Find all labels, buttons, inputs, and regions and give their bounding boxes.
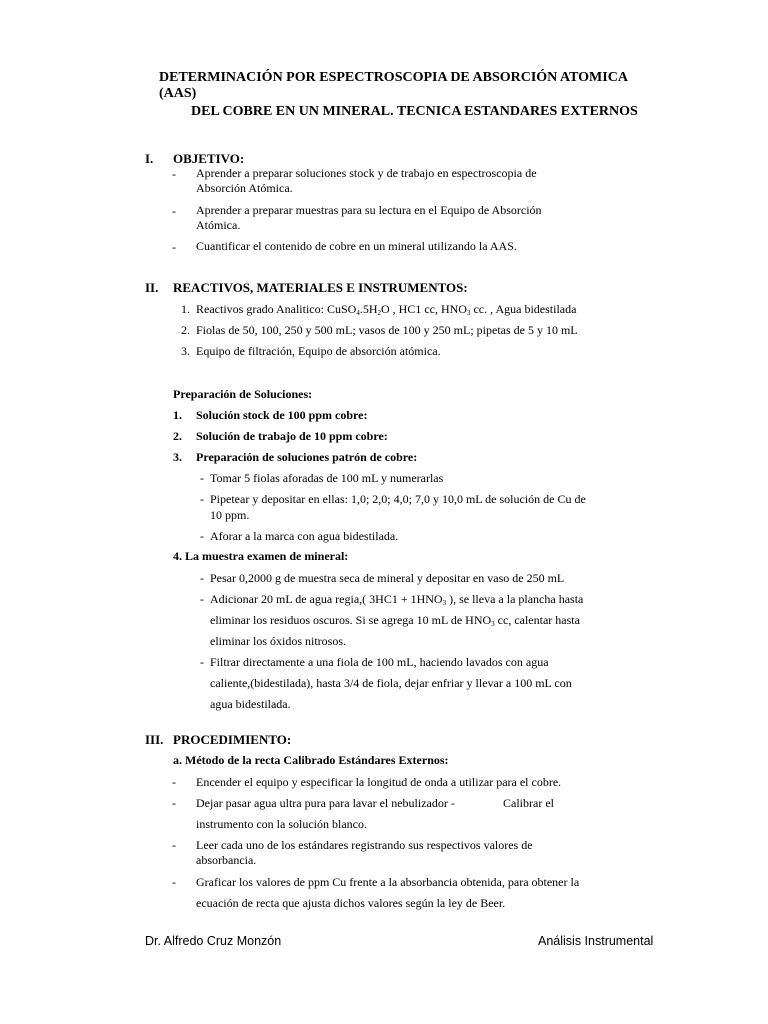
procedure-subheading: a. Método de la recta Calibrado Estándares Externos: bbox=[173, 753, 449, 767]
list-bullet: - bbox=[200, 592, 204, 606]
prep-step-number: 3. bbox=[173, 450, 182, 464]
list-bullet: - bbox=[172, 204, 176, 218]
reactive-list-item-1: Reactivos grado Analitico: $CuSO_4.5H_2O$ , HC1 cc, $HNO_3$ cc. , Agua bidestilada bbox=[196, 302, 577, 317]
objective-1-line1: Aprender a preparar soluciones stock y de trabajo en espectroscopia de bbox=[196, 166, 537, 180]
muestra-item-2-line2: eliminar los residuos oscuros. Si se agrega 10 mL de $HNO_3$ cc, calentar hasta bbox=[210, 613, 580, 628]
reactive-list-item-3: Equipo de filtración, Equipo de absorción atómica. bbox=[196, 344, 441, 358]
procedure-item-4-line2: ecuación de recta que ajusta dichos valores según la ley de Beer. bbox=[196, 896, 506, 910]
procedure-item-2-line1: Dejar pasar agua ultra pura para lavar el nebulizador - bbox=[196, 796, 455, 810]
reactive-list-number: 1. bbox=[181, 302, 190, 316]
reactive-list-number: 3. bbox=[181, 344, 190, 358]
objective-1-line2: Absorción Atómica. bbox=[196, 181, 293, 195]
objective-2-line1: Aprender a preparar muestras para su lectura en el Equipo de Absorción bbox=[196, 203, 542, 217]
patron-item-1: Tomar 5 fiolas aforadas de 100 mL y numerarlas bbox=[210, 471, 444, 485]
objective-2-line2: Atómica. bbox=[196, 218, 241, 232]
procedure-item-2-line2: instrumento con la solución blanco. bbox=[196, 817, 367, 831]
muestra-item-3-line3: agua bidestilada. bbox=[210, 697, 291, 711]
muestra-item-2-line3: eliminar los óxidos nitrosos. bbox=[210, 634, 346, 648]
section2-title: REACTIVOS, MATERIALES E INSTRUMENTOS: bbox=[173, 280, 468, 295]
list-bullet: - bbox=[200, 571, 204, 585]
prep-step-number: 1. bbox=[173, 408, 182, 422]
muestra-heading: 4. La muestra examen de mineral: bbox=[173, 549, 349, 563]
patron-item-2-line1: Pipetear y depositar en ellas: 1,0; 2,0; 4,0; 7,0 y 10,0 mL de solución de Cu de bbox=[210, 492, 586, 506]
section1-title: OBJETIVO: bbox=[173, 151, 245, 166]
prep-step-1: Solución stock de 100 ppm cobre: bbox=[196, 408, 368, 422]
muestra-item-1: Pesar 0,2000 g de muestra seca de mineral y depositar en vaso de 250 mL bbox=[210, 571, 565, 585]
list-bullet: - bbox=[200, 529, 204, 543]
patron-item-2-line2: 10 ppm. bbox=[210, 508, 250, 522]
doc-title-line2: (AAS) bbox=[159, 86, 197, 101]
list-bullet: - bbox=[172, 167, 176, 181]
prep-step-number: 2. bbox=[173, 429, 182, 443]
muestra-item-3-line1: Filtrar directamente a una fiola de 100 mL, haciendo lavados con agua bbox=[210, 655, 549, 669]
procedure-item-3-line1: Leer cada uno de los estándares registrando sus respectivos valores de bbox=[196, 838, 533, 852]
procedure-item-3-line2: absorbancia. bbox=[196, 853, 257, 867]
list-bullet: - bbox=[200, 492, 204, 506]
doc-title-line1: DETERMINACIÓN POR ESPECTROSCOPIA DE ABSORCIÓN ATOMICA bbox=[159, 70, 628, 85]
prep-step-3: Preparación de soluciones patrón de cobre: bbox=[196, 450, 418, 464]
muestra-item-2-line1: Adicionar 20 mL de agua regia,( $3HC1 + 1HNO_3$ ), se lleva a la plancha hasta bbox=[210, 592, 584, 607]
procedure-item-4-line1: Graficar los valores de ppm Cu frente a la absorbancia obtenida, para obtener la bbox=[196, 875, 580, 889]
section3-title: PROCEDIMIENTO: bbox=[173, 732, 292, 747]
section2-number: II. bbox=[145, 280, 159, 295]
section1-number: I. bbox=[145, 151, 154, 166]
list-bullet: - bbox=[172, 875, 176, 889]
objective-3: Cuantificar el contenido de cobre en un mineral utilizando la AAS. bbox=[196, 239, 517, 253]
list-bullet: - bbox=[172, 838, 176, 852]
list-bullet: - bbox=[172, 796, 176, 810]
list-bullet: - bbox=[200, 655, 204, 669]
section3-number: III. bbox=[145, 732, 164, 747]
procedure-item-2-calibrate: Calibrar el bbox=[503, 796, 554, 810]
list-bullet: - bbox=[172, 775, 176, 789]
prep-step-2: Solución de trabajo de 10 ppm cobre: bbox=[196, 429, 388, 443]
list-bullet: - bbox=[172, 240, 176, 254]
footer-course: Análisis Instrumental bbox=[538, 934, 654, 948]
reactive-list-number: 2. bbox=[181, 323, 190, 337]
footer-author: Dr. Alfredo Cruz Monzón bbox=[145, 934, 282, 948]
reactive-list-item-2: Fiolas de 50, 100, 250 y 500 mL; vasos de 100 y 250 mL; pipetas de 5 y 10 mL bbox=[196, 323, 578, 337]
muestra-item-3-line2: caliente,(bidestilada), hasta 3/4 de fiola, dejar enfriar y llevar a 100 mL con bbox=[210, 676, 572, 690]
patron-item-3: Aforar a la marca con agua bidestilada. bbox=[210, 529, 399, 543]
prep-heading: Preparación de Soluciones: bbox=[173, 387, 313, 401]
doc-title-line3: DEL COBRE EN UN MINERAL. TECNICA ESTANDARES EXTERNOS bbox=[191, 104, 638, 119]
list-bullet: - bbox=[200, 471, 204, 485]
procedure-item-1: Encender el equipo y especificar la longitud de onda a utilizar para el cobre. bbox=[196, 775, 562, 789]
